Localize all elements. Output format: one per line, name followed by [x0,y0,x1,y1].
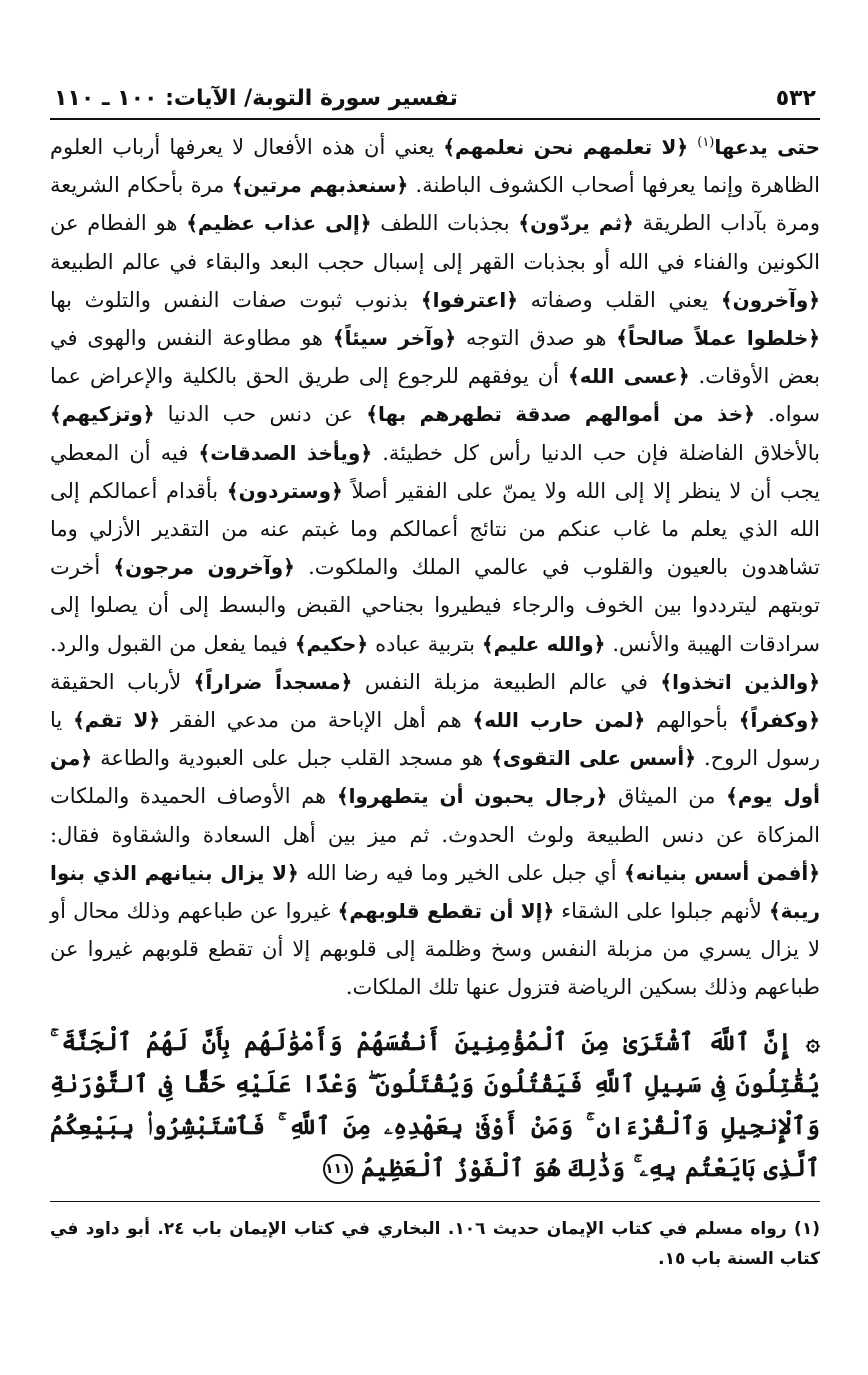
quran-quote: ﴿لا يزال بنيانهم الذي بنوا ريبة﴾ [50,860,820,924]
quran-quote: ﴿اعترفوا﴾ [420,287,518,312]
quran-quote: ﴿سنعذبهم مرتين﴾ [231,173,409,198]
commentary-segment: لأنهم جبلوا على الشقاء [554,899,769,924]
quran-verse-text: ۞ إِنَّ ٱللَّهَ ٱشْتَرَىٰ مِنَ ٱلْمُؤْمِنِينَ أَنفُسَهُمْ وَأَمْوَٰلَهُم بِأَنَّ لَهُمُ ٱلْجَنَّةَ ۚ يُقَٰتِلُونَ فِى سَبِيلِ ٱللَّهِ فَيَقْتُلُونَ وَيُقْتَلُونَ ۖ وَعْدًا عَلَيْهِ حَقًّا فِى ٱلتَّوْرَىٰةِ وَٱلْإِنجِيلِ وَٱلْقُرْءَانِ ۚ وَمَنْ أَوْفَىٰ بِعَهْدِهِۦ مِنَ ٱللَّهِ ۚ فَٱسْتَبْشِرُوا۟ بِبَيْعِكُمُ ٱلَّذِى بَايَعْتُم بِهِۦ ۚ وَذَٰلِكَ هُوَ ٱلْفَوْزُ ٱلْعَظِيمُ [50,1026,820,1182]
commentary-segment: غيروا عن طباعهم وذلك محال أو لا يزال يسري من مزبلة النفس وسخ وظلمة إلى قلوبهم إلا أن تقطع قلوبهم غيروا عن طباعهم وذلك بسكين الرياضة فتزول عنها تلك الملكات. [50,899,820,1000]
quran-quote: ﴿وآخرون مرجون﴾ [113,555,295,580]
verse-number-marker: ١١١ [323,1154,353,1184]
commentary-segment: لأرباب الحقيقة [50,669,194,694]
commentary-segment: هو مطاوعة النفس والهوى في بعض الأوقات. [50,326,820,389]
commentary-segment: فيه أن المعطي يجب أن لا ينظر إلا إلى الله ولا يمنّ على الفقير أصلاً [50,440,820,503]
quran-quote: ﴿أسس على التقوى﴾ [491,746,696,771]
book-page [50,86,820,1346]
commentary-segment: فيما يفعل من القبول والرد. [50,631,295,656]
quran-quote: ﴿لا تقم﴾ [73,708,161,733]
bold-phrase: حتى يدعها [714,135,820,159]
commentary-segment: عن دنس حب الدنيا [154,402,367,427]
quran-quote: ﴿ثم يردّون﴾ [518,211,634,236]
quran-quote: ﴿وآخر سيئاً﴾ [332,326,457,351]
commentary-paragraph [50,128,820,1007]
page-header [50,86,820,120]
quran-quote: ﴿رجال يحبون أن يتطهروا﴾ [336,784,608,809]
commentary-segment: يعني القلب وصفاته [517,287,721,312]
commentary-segment: بتربية عباده [368,631,482,656]
commentary-segment: بأحوالهم [645,708,739,733]
footnote-marker: (١) [697,135,715,150]
commentary-text [50,128,820,1007]
quran-quote: ﴿من أول يوم﴾ [50,746,821,809]
quran-quote: ﴿حكيم﴾ [294,631,369,656]
commentary-segment: بذنوب ثبوت صفات النفس والتلوث بها [50,287,421,312]
commentary-segment: بأقدام أعمالكم إلى الله الذي يعلم ما غاب عنكم من نتائج أعمالكم وما غبتم عنه من التقدير الأزلي وما تشاهدون بالعيون والقلوب في عالمي الملك والملكوت. [50,478,820,580]
quran-quote: ﴿خذ من أموالهم صدقة تطهرهم بها﴾ [366,402,755,427]
commentary-segment: أن يوفقهم للرجوع إلى طريق الحق بالكلية والإعراض عما سواه. [50,364,820,427]
quran-quote: ﴿وستردون﴾ [226,478,343,503]
page-number: ٥٣٢ [775,86,816,111]
commentary-segment: مرة بأحكام الشريعة ومرة بآداب الطريقة [50,173,821,236]
quran-quote: ﴿لمن حارب الله﴾ [472,708,646,733]
commentary-segment: هو مسجد القلب جبل على العبودية والطاعة [92,746,492,771]
commentary-segment: من الميثاق [607,784,727,809]
commentary-segment: يا رسول الروح. [50,708,821,771]
quran-quote: ﴿والله عليم﴾ [481,631,606,656]
quran-quote: ﴿وكفراً﴾ [738,708,820,733]
footnote: (١) رواه مسلم في كتاب الإيمان حديث ١٠٦. البخاري في كتاب الإيمان باب ٢٤. أبو داود في كتاب السنة باب ١٥. [50,1218,820,1269]
quran-quote: ﴿ويأخذ الصدقات﴾ [198,440,373,465]
quran-quote: ﴿عسى الله﴾ [567,364,690,389]
quran-quote: ﴿إلا أن تقطع قلوبهم﴾ [337,899,555,924]
quran-quote: ﴿خلطوا عملاً صالحاً﴾ [616,326,820,351]
quran-quote: ﴿والذين اتخذوا﴾ [660,669,820,694]
quran-quote: ﴿لا تعلمهم نحن نعلمهم﴾ [443,135,689,159]
footnote-divider [50,1201,820,1202]
running-title: تفسير سورة التوبة/ الآيات: ١٠٠ ـ ١١٠ [54,86,458,111]
commentary-segment: هو صدق التوجه [456,326,617,351]
commentary-segment: أخرت توبتهم ليترددوا بين الخوف والرجاء فيطيروا بجناحي القبض والبسط إلى أن يصلوا إلى سرادقات الهيبة والأنس. [50,555,820,656]
quran-quote: ﴿إلى عذاب عظيم﴾ [186,211,372,236]
commentary-segment: أي جبل على الخير وما فيه رضا الله [298,860,624,885]
commentary-segment: بالأخلاق الفاضلة فإن حب الدنيا رأس كل خطيئة. [372,440,820,465]
quran-quote: ﴿وآخرون﴾ [720,287,820,312]
quran-quote: ﴿مسجداً ضراراً﴾ [193,669,353,694]
commentary-segment: هو الفطام عن الكونين والفناء في الله أو بجذبات القهر إلى إسبال حجب البعد والبقاء في عالم الطبيعة [50,211,820,274]
commentary-segment: هم أهل الإباحة من مدعي الفقر [160,708,473,733]
commentary-segment: في عالم الطبيعة مزبلة النفس [352,669,661,694]
quran-quote: ﴿أفمن أسس بنيانه﴾ [623,860,820,885]
quran-quote: ﴿وتزكيهم﴾ [50,402,155,427]
quran-verse-block [50,1021,820,1189]
commentary-segment: هم الأوصاف الحميدة والملكات المزكاة عن دنس الطبيعة ولوث الحدوث. ثم ميز بين أهل السعادة والشقاوة فقال: [50,784,820,847]
commentary-segment: يعني أن هذه الأفعال لا يعرفها أرباب العلوم الظاهرة وإنما يعرفها أصحاب الكشوف الباطنة. [50,135,821,198]
commentary-segment: بجذبات اللطف [371,211,519,236]
